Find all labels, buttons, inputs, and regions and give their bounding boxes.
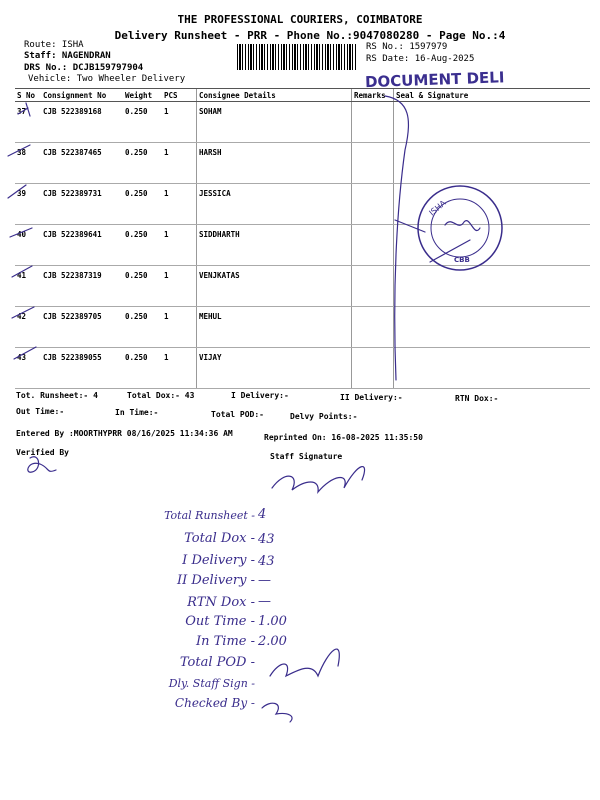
hw-label: I Delivery - [182,553,255,568]
hw-value: 43 [258,554,275,569]
row-consignment-no: CJB 522389168 [41,102,123,143]
verified-signature [28,457,56,472]
row-consignee: VENJKATAS [197,266,352,307]
hw-value: — [258,573,271,588]
row-sno: 43 [15,348,41,389]
row-consignee: SOHAM [197,102,352,143]
col-consignee: Consignee Details [197,89,352,102]
col-seal: Seal & Signature [394,89,591,102]
hw-label: RTN Dox - [187,595,255,610]
tick-mark [10,228,32,237]
row-sno: 41 [15,266,41,307]
drs-number: DRS No.: DCJB159797904 [24,63,144,73]
col-pcs: PCS [162,89,197,102]
col-consignment: Consignment No [41,89,123,102]
tick-mark [18,103,30,116]
row-consignment-no: CJB 522389055 [41,348,123,389]
out-time: Out Time:- [16,407,65,416]
row-weight: 0.250 [123,225,162,266]
tick-mark [8,185,26,198]
row-pcs: 1 [162,102,197,143]
row-consignment-no: CJB 522387319 [41,266,123,307]
col-weight: Weight [123,89,162,102]
hw-value: 2.00 [258,634,287,649]
document-delivery-stamp: DOCUMENT DELI [364,68,505,92]
route: Route: ISHA [24,40,84,50]
row-weight: 0.250 [123,184,162,225]
vehicle: Vehicle: Two Wheeler Delivery [28,74,186,84]
hw-label: Checked By - [174,696,255,710]
hw-label: II Delivery - [177,573,255,588]
row-sno: 39 [15,184,41,225]
row-sno: 38 [15,143,41,184]
delvy-points: Delvy Points:- [290,412,358,421]
hw-label: Total Runsheet - [164,509,255,522]
row-consignee: HARSH [197,143,352,184]
hw-label: Out Time - [185,614,255,629]
row-consignment-no: CJB 522389641 [41,225,123,266]
rs-date: RS Date: 16-Aug-2025 [366,54,475,64]
row-pcs: 1 [162,266,197,307]
row-consignment-no: CJB 522389731 [41,184,123,225]
total-pod: Total POD:- [211,410,264,419]
staff-signature [272,467,365,492]
hw-label: In Time - [195,634,255,649]
seal-text: ISHA [427,198,448,218]
runsheet-title: Delivery Runsheet - PRR - Phone No.:9047080280 - Page No.:4 [114,29,506,42]
reprinted-on: Reprinted On: 16-08-2025 11:35:50 [264,433,423,442]
row-sno: 40 [15,225,41,266]
tick-mark [12,307,34,318]
staff-signature-label: Staff Signature [270,452,343,461]
rs-number: RS No.: 1597979 [366,42,448,52]
row-weight: 0.250 [123,266,162,307]
row-weight: 0.250 [123,102,162,143]
row-consignee: VIJAY [197,348,352,389]
row-weight: 0.250 [123,143,162,184]
hw-value: — [258,594,271,609]
row-pcs: 1 [162,184,197,225]
tick-mark [8,145,30,156]
i-delivery: I Delivery:- [231,391,289,400]
company-name: THE PROFESSIONAL COURIERS, COIMBATORE [177,13,423,26]
col-remarks: Remarks [352,89,394,102]
row-weight: 0.250 [123,348,162,389]
entered-by: Entered By :MOORTHYPRR 08/16/2025 11:34:36 AM [16,429,233,438]
total-dox: Total Dox:- 43 [127,391,195,400]
in-time: In Time:- [115,408,159,417]
row-sno: 42 [15,307,41,348]
hw-value: 4 [258,507,267,522]
hw-value: 43 [258,532,275,547]
row-weight: 0.250 [123,307,162,348]
row-consignee: MEHUL [197,307,352,348]
tot-runsheet: Tot. Runsheet:- 4 [16,391,98,400]
hw-label: Total Dox - [184,531,255,546]
hw-label: Total POD - [179,655,255,670]
row-consignee: JESSICA [197,184,352,225]
tick-mark [14,347,36,359]
seal-text: CBB [454,256,470,264]
row-pcs: 1 [162,225,197,266]
row-consignment-no: CJB 522387465 [41,143,123,184]
row-consignee: SIDDHARTH [197,225,352,266]
hw-label: Dly. Staff Sign - [168,677,255,690]
tick-mark [12,266,32,277]
row-sno: 37 [15,102,41,143]
verified-by-label: Verified By [16,448,69,457]
seal-scribble [445,221,480,231]
row-pcs: 1 [162,307,197,348]
rtn-dox: RTN Dox:- [455,394,499,403]
staff: Staff: NAGENDRAN [24,51,111,61]
row-pcs: 1 [162,143,197,184]
long-seal-stroke [385,96,408,380]
ii-delivery: II Delivery:- [340,393,403,402]
handwritten-signature [270,649,339,676]
row-consignment-no: CJB 522389705 [41,307,123,348]
hw-value: 1.00 [258,614,287,629]
row-pcs: 1 [162,348,197,389]
checked-signature [262,703,292,722]
col-sno: S No [15,89,41,102]
